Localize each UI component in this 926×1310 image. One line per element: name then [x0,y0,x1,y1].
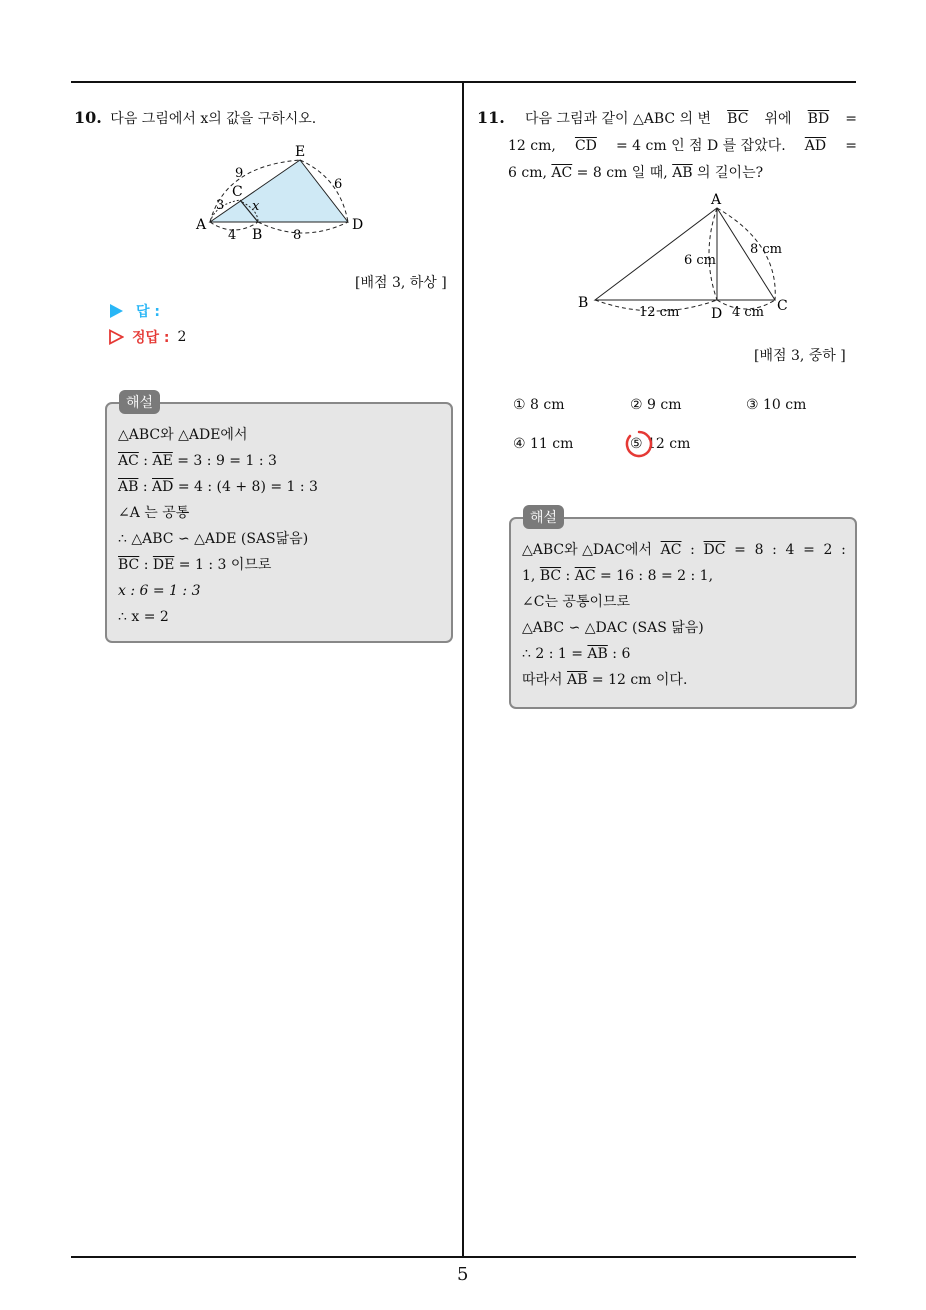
label-b: B [252,227,263,243]
q11-line-2c: = [845,138,857,154]
triangle-outline-icon [108,329,124,345]
choice-4[interactable]: ④ 11 cm [513,436,574,452]
q11-bd: $\overline{BD}$ [807,111,830,127]
q10-answer-line [108,300,160,322]
q10-explain-tab: 해설 [119,390,160,414]
q11-line-1 [477,104,857,133]
q11-ac: $\overline{AC}$ [551,165,573,181]
q11-line-1c: = [845,111,857,127]
label-a: A [196,217,207,233]
q11-line-2b: = 4 cm 인 점 D 를 잡았다. [615,138,786,154]
q10-figure [190,138,390,248]
q11-score: [배점 3, 중하 ] [754,348,846,364]
q11-line-3 [477,160,857,187]
choice-5[interactable]: ⑤ 12 cm [630,436,691,452]
label-d: D [352,217,364,233]
q11-explain-line: △ABC와 △DAC에서 $\overline{AC}$ : $\overline{DC}$ = 8 : 4 = 2 : [522,542,846,558]
q11-cd: $\overline{CD}$ [574,138,597,154]
label-9: 9 [235,166,244,181]
q10-explain-line: $\overline{AC}$ : $\overline{AE} = 3$ : 9 = 1 : 3 [118,453,277,469]
q11-explain-line: ∠C는 공통이므로 [522,594,631,610]
label-c: C [232,184,243,200]
label-dc: 4 cm [732,305,765,320]
q11-question [477,104,857,187]
choice-1[interactable]: ① 8 cm [513,397,565,413]
label-bd: 12 cm [639,305,680,320]
choice-2[interactable]: ② 9 cm [630,397,682,413]
bottom-rule [71,1256,856,1258]
label-x: x [252,199,260,214]
q11-line-3a: 6 cm, [508,165,547,181]
label-6: 6 [334,177,343,192]
top-rule [71,81,856,83]
correct-label: 정답 : [132,330,170,346]
q10-number: 10. [74,108,102,127]
q11-explain-line: 1, $\overline{BC}$ : $\overline{AC} = 16$ : 8 = 2 : 1, [522,568,714,584]
q11-figure [575,192,805,327]
column-divider [462,82,464,1257]
page-number: 5 [457,1264,469,1285]
label-d: D [711,306,723,322]
q11-ab: $\overline{AB}$ [672,165,693,181]
arc-bd [258,222,348,233]
q11-explain-line: △ABC ∽ △DAC (SAS 닮음) [522,620,704,636]
label-e: E [295,144,306,160]
q10-explain-line: $\overline{AB}$ : $\overline{AD} = 4$ : (4 + 8) = 1 : 3 [118,479,318,495]
q11-line-3b: = 8 cm 일 때, [576,165,668,181]
triangle-ade [210,160,348,222]
q10-question [74,104,316,133]
q11-explain-line: ∴ 2 : $1 = \overline{AB}$ : 6 [522,646,631,662]
label-ac: 8 cm [750,242,783,257]
play-icon [108,303,124,319]
choice-3[interactable]: ③ 10 cm [746,397,807,413]
answer-mark-icon [624,429,654,459]
answer-label: 답 : [136,304,160,320]
q11-line-2a: 12 cm, [508,138,556,154]
q10-correct-line [108,326,186,348]
q11-line-3c: 의 길이는? [697,165,764,181]
q10-explain-line: ∴ x = 2 [118,609,169,625]
q11-bc: $\overline{BC}$ [727,111,749,127]
correct-value: 2 [177,329,187,345]
q11-line-2 [477,133,857,160]
label-ad: 6 cm [684,253,717,268]
q10-explain-line: ∠A 는 공통 [118,505,190,521]
q11-line-1a: 다음 그림과 같이 △ABC 의 변 [524,111,712,127]
label-4: 4 [228,228,237,243]
q11-explain-tab: 해설 [523,505,564,529]
q11-line-1b: 위에 [764,111,792,127]
label-b: B [578,295,589,311]
q11-explain-line: 따라서 $\overline{AB} = 12$ cm 이다. [522,672,688,688]
q11-number: 11. [477,108,505,127]
q10-explain-line: ∴ △ABC ∽ △ADE (SAS닮음) [118,531,309,547]
q10-explain-line: △ABC와 △ADE에서 [118,427,248,443]
q10-score: [배점 3, 하상 ] [355,275,447,291]
q11-explain-box [509,517,857,709]
label-8: 8 [293,228,302,243]
label-3: 3 [216,198,225,213]
label-a: A [711,192,722,208]
q10-explain-line: x : 6 = 1 : 3 [118,583,201,599]
q10-explain-box [105,402,453,643]
q10-explain-lines [118,422,318,630]
q10-question-text: 다음 그림에서 x의 값을 구하시오. [110,111,317,127]
label-c: C [777,298,788,314]
q10-explain-line: $\overline{BC}$ : $\overline{DE} = 1$ : 3 이므로 [118,557,272,573]
q11-explain-lines [522,537,846,693]
q11-ad: $\overline{AD}$ [804,138,827,154]
